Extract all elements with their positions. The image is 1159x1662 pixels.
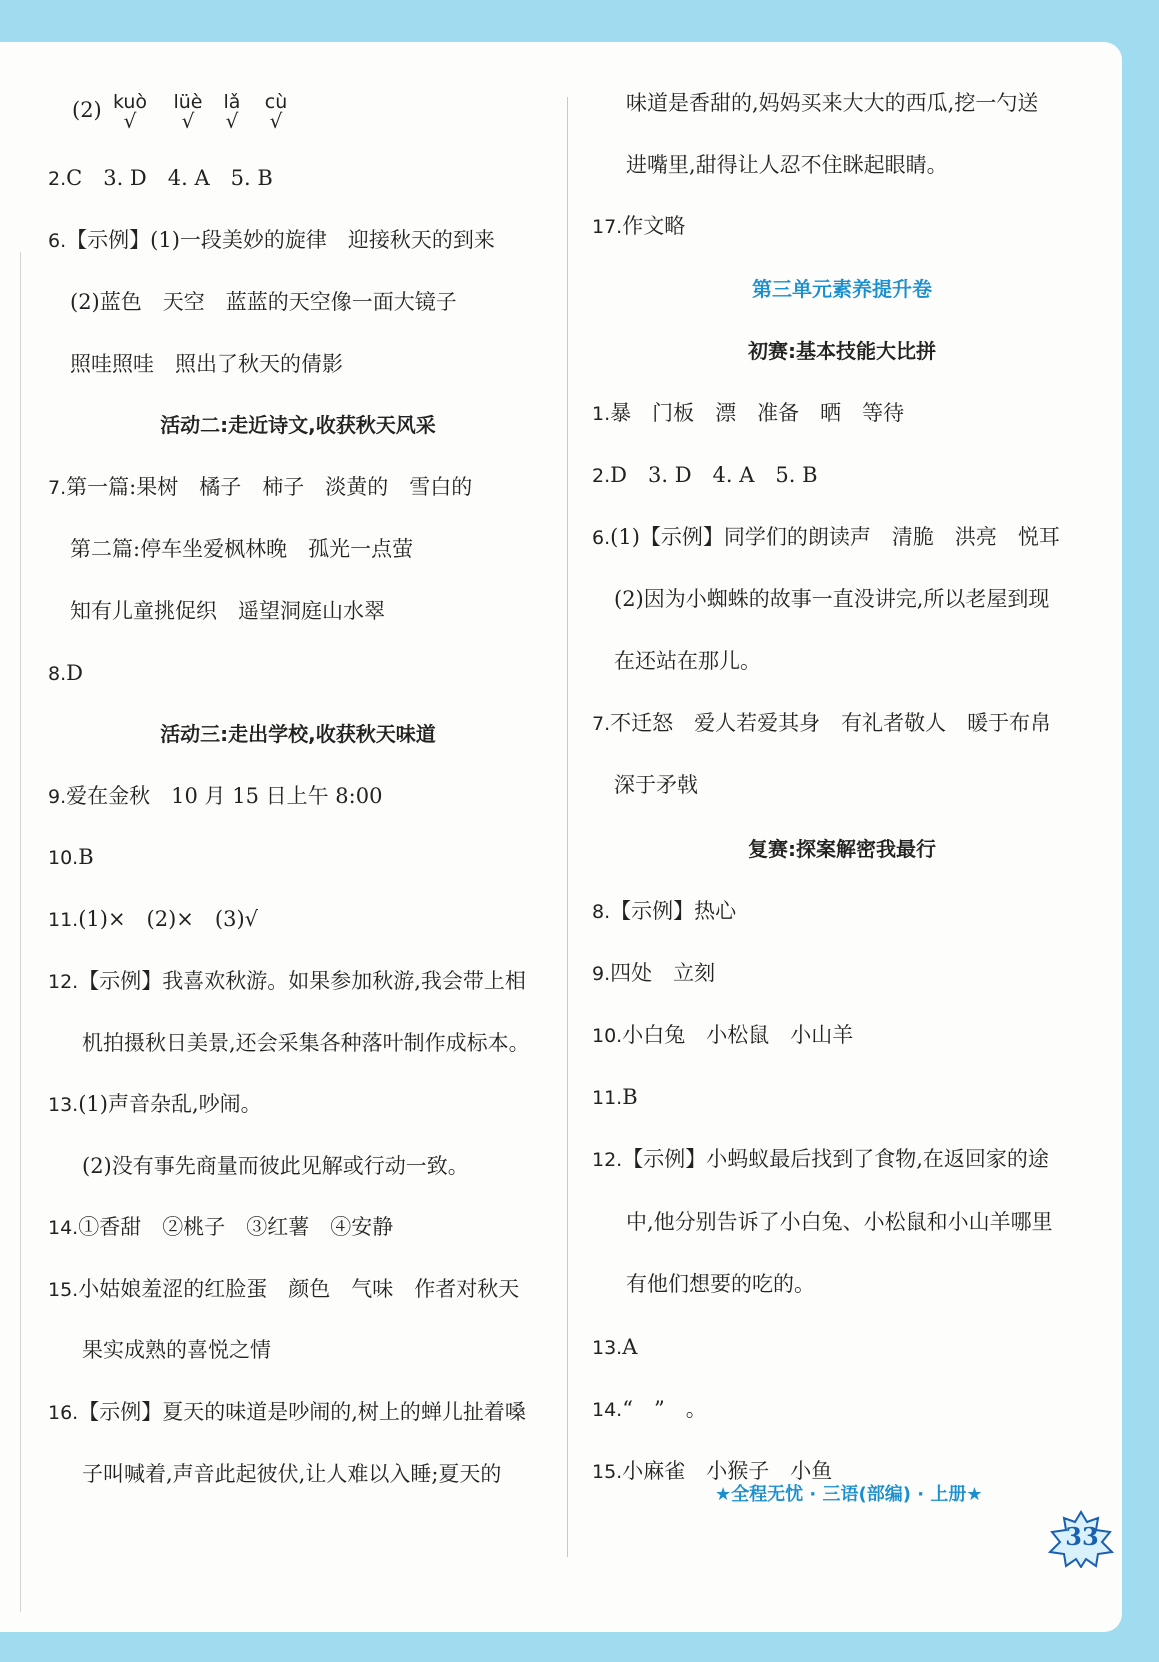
- pinyin-label: (2): [72, 98, 102, 122]
- answer-line: 10.B: [48, 845, 94, 869]
- answer-line: 进嘴里,甜得让人忍不住眯起眼睛。: [626, 153, 948, 177]
- answer-line: 9.四处 立刻: [592, 961, 716, 985]
- answer-line: 2.D 3. D 4. A 5. B: [592, 463, 818, 487]
- answer-line: 14.“ ” 。: [592, 1397, 707, 1421]
- answer-line: 15.小姑娘羞涩的红脸蛋 颜色 气味 作者对秋天: [48, 1277, 520, 1301]
- answer-line: 在还站在那儿。: [614, 649, 761, 673]
- answer-line: 机拍摄秋日美景,还会采集各种落叶制作成标本。: [82, 1031, 530, 1055]
- answer-page: [0, 42, 1122, 1632]
- answer-line: 果实成熟的喜悦之情: [82, 1338, 271, 1362]
- pinyin-item: cù √: [264, 91, 288, 133]
- answer-line: 子叫喊着,声音此起彼伏,让人难以入睡;夏天的: [82, 1462, 502, 1486]
- answer-line: 13.A: [592, 1335, 638, 1359]
- book-footer: ★全程无忧 · 三语(部编) · 上册★: [715, 1484, 983, 1505]
- answer-line: 第二篇:停车坐爱枫林晚 孤光一点萤: [70, 537, 414, 561]
- section-heading: 初赛:基本技能大比拼: [748, 339, 936, 363]
- answer-line: 11.(1)× (2)× (3)√: [48, 907, 259, 931]
- answer-line: 1.暴 门板 漂 准备 晒 等待: [592, 401, 905, 425]
- answer-line: 9.爱在金秋 10 月 15 日上午 8:00: [48, 784, 383, 808]
- section-heading: 活动三:走出学校,收获秋天味道: [160, 722, 436, 746]
- answer-line: 14.①香甜 ②桃子 ③红薯 ④安静: [48, 1215, 394, 1239]
- answer-line: 2.C 3. D 4. A 5. B: [48, 166, 273, 190]
- answer-line: 16.【示例】夏天的味道是吵闹的,树上的蝉儿扯着嗓: [48, 1400, 526, 1424]
- section-heading: 活动二:走近诗文,收获秋天风采: [160, 413, 436, 437]
- answer-line: 8.【示例】热心: [592, 899, 737, 923]
- pinyin-item: lǎ √: [223, 91, 241, 133]
- unit-title: 第三单元素养提升卷: [752, 277, 932, 301]
- answer-line: 17.作文略: [592, 214, 686, 238]
- answer-line: (2)没有事先商量而彼此见解或行动一致。: [82, 1154, 469, 1178]
- answer-line: 照哇照哇 照出了秋天的倩影: [70, 352, 343, 376]
- answer-line: 10.小白兔 小松鼠 小山羊: [592, 1023, 854, 1047]
- answer-line: 13.(1)声音杂乱,吵闹。: [48, 1092, 262, 1116]
- section-heading: 复赛:探案解密我最行: [748, 837, 936, 861]
- answer-line: 11.B: [592, 1085, 638, 1109]
- answer-line: 有他们想要的吃的。: [626, 1272, 815, 1296]
- answer-line: 15.小麻雀 小猴子 小鱼: [592, 1459, 833, 1483]
- answer-line: 7.不迁怒 爱人若爱其身 有礼者敬人 暖于布帛: [592, 711, 1052, 735]
- answer-line: 味道是香甜的,妈妈买来大大的西瓜,挖一勺送: [626, 91, 1039, 115]
- binding-line: [20, 252, 21, 1612]
- answer-line: 8.D: [48, 661, 83, 685]
- page-number: 33: [1065, 1522, 1099, 1551]
- answer-line: 12.【示例】小蚂蚁最后找到了食物,在返回家的途: [592, 1147, 1049, 1171]
- answer-line: 6.(1)【示例】同学们的朗读声 清脆 洪亮 悦耳: [592, 525, 1060, 549]
- answer-line: (2)因为小蜘蛛的故事一直没讲完,所以老屋到现: [614, 587, 1050, 611]
- answer-line: 知有儿童挑促织 遥望洞庭山水翠: [70, 599, 385, 623]
- answer-line: (2)蓝色 天空 蓝蓝的天空像一面大镜子: [70, 290, 457, 314]
- answer-line: 中,他分别告诉了小白兔、小松鼠和小山羊哪里: [626, 1210, 1053, 1234]
- pinyin-item: lüè √: [173, 91, 203, 133]
- answer-line: 7.第一篇:果树 橘子 柿子 淡黄的 雪白的: [48, 475, 473, 499]
- pinyin-item: kuò √: [112, 91, 148, 133]
- answer-line: 深于矛戟: [614, 773, 698, 797]
- column-divider: [567, 97, 568, 1557]
- answer-line: 6.【示例】(1)一段美妙的旋律 迎接秋天的到来: [48, 228, 495, 252]
- answer-line: 12.【示例】我喜欢秋游。如果参加秋游,我会带上相: [48, 969, 526, 993]
